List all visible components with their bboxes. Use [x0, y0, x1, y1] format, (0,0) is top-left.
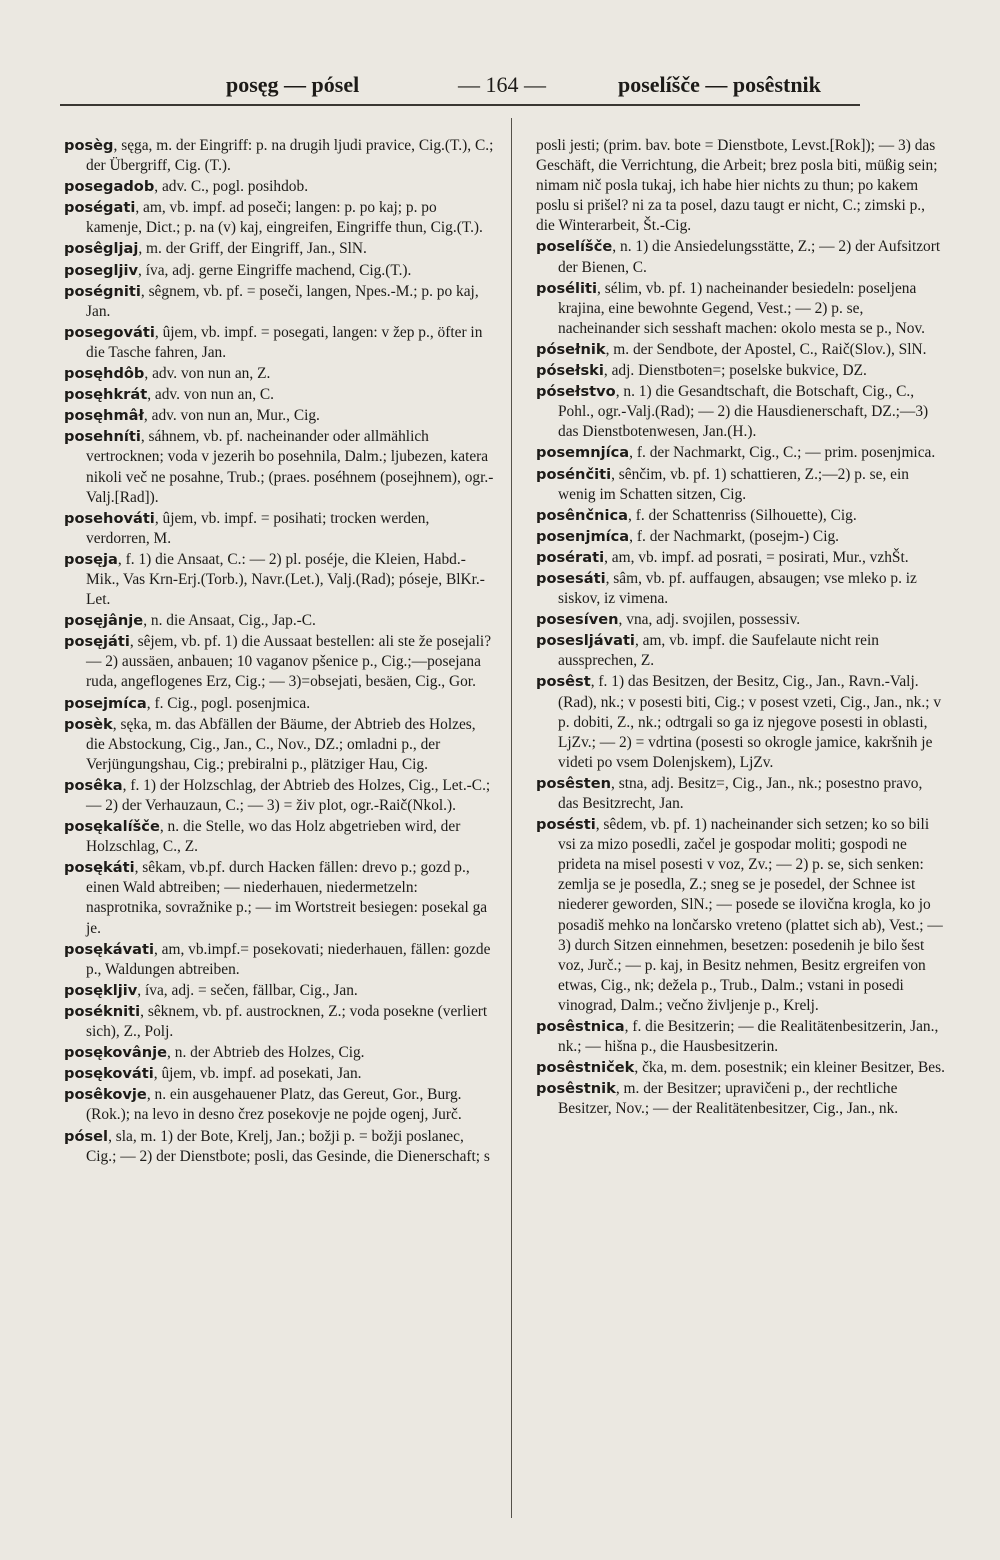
entry-headword: poségati [64, 199, 136, 217]
dictionary-entry [64, 1064, 494, 1084]
entry-headword: poseslјávati [536, 632, 635, 650]
entry-body: , am, vb. impf. die Saufelaute nicht rein aussprechen, Z. [558, 632, 879, 670]
dictionary-entry [64, 364, 494, 384]
entry-headword: posegadob [64, 178, 155, 196]
entry-body: , sênčim, vb. pf. 1) schattieren, Z.;—2) p. se, ein wenig im Schatten sitzen, Cig. [558, 465, 909, 503]
entry-headword: posêsten [536, 774, 612, 792]
dictionary-entry [64, 817, 494, 857]
entry-headword: posękávati [64, 940, 154, 958]
entry-body: , sęga, m. der Eingriff: p. na drugih ljudi pravice, Cig.(T.), C.; der Übergriff, Cig. (T.). [86, 137, 494, 175]
entry-body: , sêkam, vb.pf. durch Hacken fällen: drevo p.; gozd p., einen Wald abtreiben; — niederhauen, niedermetzeln: nasprotnika, sovražnike p.; — im Wortstreit besiegen: posekal ga je. [86, 859, 488, 937]
dictionary-entry [536, 610, 946, 630]
dictionary-entry [64, 261, 494, 281]
dictionary-entry [536, 569, 946, 609]
dictionary-entry [536, 443, 946, 463]
dictionary-entry [536, 672, 946, 772]
entry-body: , f. der Nachmarkt, Cig., C.; — prim. posenjmica. [629, 444, 936, 462]
entry-body: , m. der Sendbote, der Apostel, C., Raič(Slov.), SlN. [605, 340, 927, 358]
entry-body: , sêgnem, vb. pf. = poseči, langen, Npes.-M.; p. po kaj, Jan. [86, 282, 479, 320]
dictionary-entry [536, 774, 946, 814]
entry-headword: posękáti [64, 859, 135, 877]
dictionary-entry [536, 279, 946, 339]
entry-body: , adv. von nun an, C. [147, 386, 275, 404]
entry-body: , am, vb. impf. ad poseči; langen: p. po kaj; p. po kamenje, Dict.; p. na (v) kaj, eingreifen, Eingriffe thun, Cig.(T.). [86, 199, 483, 237]
dictionary-entry [536, 815, 946, 1016]
entry-headword: posesáti [536, 569, 606, 587]
dictionary-entry [64, 550, 494, 610]
entry-headword: poségniti [64, 282, 141, 300]
entry-headword: posêst [536, 673, 591, 691]
page-number: — 164 — [458, 72, 546, 97]
entry-body: , n. der Abtrieb des Holzes, Cig. [167, 1044, 365, 1062]
entry-headword: posêstniček [536, 1059, 635, 1077]
dictionary-entry [536, 237, 946, 277]
entry-headword: posêka [64, 776, 123, 794]
entry-headword: posęhdôb [64, 365, 145, 383]
entry-headword: posemnjíca [536, 444, 630, 462]
dictionary-entry [64, 323, 494, 363]
dictionary-entry [536, 631, 946, 671]
entry-headword: posêstnik [536, 1080, 616, 1098]
entry-body: , f. Cig., pogl. posenjmica. [146, 694, 311, 712]
entry-body: , n. die Ansaat, Cig., Jap.-C. [143, 612, 316, 630]
dictionary-entry [64, 385, 494, 405]
entry-headword: poséliti [536, 279, 598, 297]
dictionary-entry [64, 694, 494, 714]
dictionary-entry [64, 715, 494, 775]
entry-headword: posejmíca [64, 694, 147, 712]
entry-body: , adv. C., pogl. posihdob. [154, 178, 309, 196]
entry-body: , n. die Stelle, wo das Holz abgetrieben wird, der Holzschlag, C., Z. [86, 818, 461, 856]
dictionary-entry [536, 136, 946, 236]
dictionary-entry [64, 858, 494, 938]
running-head-right: poselíšče — posêstnik [618, 72, 821, 97]
entry-body: , f. der Schattenriss (Silhouette), Cig. [628, 506, 857, 524]
entry-headword: posêstnica [536, 1018, 625, 1036]
entry-headword: posęjânje [64, 612, 144, 630]
entry-headword: posękovânje [64, 1044, 168, 1062]
running-head-left: posęg — pósel [226, 72, 360, 97]
dictionary-entry [64, 198, 494, 238]
dictionary-entry [64, 1085, 494, 1125]
entry-body: , sêdem, vb. pf. 1) nacheinander sich setzen; ko so bili vsi za mizo posedli, začel je gospodar moliti; gospodi ne prideta na misel posesti v voz, Zv.; — 2) p. se, sich senken: zemlja se je posedla, Z.; sneg se je posedel, der Schnee ist niederer geworden, SlN.; — posede se ilovična krogla, ko jo posadiš mehko na lončarsko vreteno (plattet sich ab), Vest.; — 3) durch Sitzen einnehmen, besetzen: posedenih je bilo šest voz, Jurč.; — p. kaj, in Besitz nehmen, Besitz ergreifen von etwas, Cig., nk; dežela p., Trub., Dalm.; vstani in posedi vinograd, Dalm.; večno življenje p., Krelj. [558, 816, 943, 1014]
entry-body: , sla, m. 1) der Bote, Krelj, Jan.; božji p. = božji poslanec, Cig.; — 2) der Dienstbote; posli, das Gesinde, die Dienerschaft; s [86, 1127, 490, 1165]
entry-body: , n. 1) die Gesandtschaft, die Botschaft, Cig., C., Pohl., ogr.-Valj.(Rad); — 2) die Hausdienerschaft, DZ.;—3) das Dienstbotenwesen, Jan.(H.). [558, 383, 929, 441]
dictionary-entry [536, 1017, 946, 1057]
header-rule [60, 104, 860, 106]
entry-headword: posésti [536, 816, 596, 834]
entry-body: , ûjem, vb. impf. ad posekati, Jan. [153, 1065, 362, 1083]
entry-headword: posèg [64, 137, 114, 154]
dictionary-entry [64, 1002, 494, 1042]
entry-headword: posêgljaj [64, 240, 139, 258]
dictionary-entry [64, 239, 494, 259]
entry-headword: posesíven [536, 611, 619, 629]
dictionary-entry [64, 1043, 494, 1063]
entry-headword: poselíšče [536, 238, 613, 256]
entry-headword: posékniti [64, 1002, 141, 1020]
dictionary-entry [64, 136, 494, 176]
dictionary-entry [536, 361, 946, 381]
entry-body: , sáhnem, vb. pf. nacheinander oder allmählich vertrocknen; voda v jezerih bo posehnila, Dalm.; ljubezen, katera nikoli več ne posahne, Trub.; (praes. poséhnem (posejhnem), ogr.-Valj.[Rad]). [86, 428, 494, 506]
entry-headword: posęhmâł [64, 407, 144, 425]
entry-headword: pósełstvo [536, 383, 616, 401]
dictionary-entry [64, 632, 494, 692]
column-separator [511, 118, 512, 1518]
entry-body: , sęka, m. das Abfällen der Bäume, der Abtrieb des Holzes, die Abstockung, Cig., Jan., C., Nov., DZ.; omladni p., der Verjüngungshau, Cig.; prebiralni p., plätziger Hau, Cig. [86, 715, 476, 773]
entry-headword: posenjmíca [536, 527, 630, 545]
entry-headword: posénčiti [536, 465, 612, 483]
dictionary-entry [536, 382, 946, 442]
entry-body: , f. die Besitzerin; — die Realitätenbesitzerin, Jan., nk.; — hišna p., die Hausbesitzerin. [558, 1018, 939, 1056]
dictionary-entry [64, 940, 494, 980]
entry-headword: posęjáti [64, 633, 130, 651]
dictionary-entry [64, 406, 494, 426]
entry-body: posli jesti; (prim. bav. bote = Dienstbote, Levst.[Rok]); — 3) das Geschäft, die Verrichtung, die Arbeit; brez posla biti, müßig sein; nimam nič posla tukaj, ich habe hier nichts zu thun; po kakem poslu si prišel? ni za ta posel, dazu taugt er nicht, C.; zimski p., die Winterarbeit, Št.-Cig. [536, 137, 938, 235]
entry-headword: posêkovje [64, 1086, 147, 1104]
running-head [58, 66, 938, 106]
dictionary-entry [64, 776, 494, 816]
entry-body: , f. 1) die Ansaat, C.: — 2) pl. poséje, die Kleien, Habd.-Mik., Vas Krn-Erj.(Torb.), Navr.(Let.), Valj.(Rad); póseje, BlKr.-Let. [86, 550, 485, 609]
dictionary-entry [536, 1058, 946, 1078]
entry-body: , vna, adj. svojilen, possessiv. [618, 611, 801, 629]
entry-body: , sêjem, vb. pf. 1) die Aussaat bestellen: ali ste že posejali? — 2) aussäen, anbauen; 10 vaganov pšenice p., Cig.;—posejana ruda, angeflogenes Erz, Cig.; — 3)=obsejati, besäen, Cig., Gor. [86, 633, 492, 691]
entry-headword: posękováti [64, 1065, 154, 1083]
entry-body: , sélim, vb. pf. 1) nacheinander besiedeln: poseljena krajina, eine bewohnte Gegend, Vest.; — 2) p. se, nacheinander sich sesshaft machen: okolo mesta se p., Nov. [558, 279, 925, 337]
dictionary-entry [536, 527, 946, 547]
entry-body: , stna, adj. Besitz=, Cig., Jan., nk.; posestno pravo, das Besitzrecht, Jan. [558, 774, 923, 812]
dictionary-entry [64, 1127, 494, 1167]
entry-body: , n. 1) die Ansiedelungsstätte, Z.; — 2) der Aufsitzort der Bienen, C. [558, 238, 941, 276]
entry-headword: posèk [64, 715, 113, 733]
entry-body: , f. 1) der Holzschlag, der Abtrieb des Holzes, Cig., Let.-C.; — 2) der Verhauzaun, C.; — 3) = živ plot, ogr.-Raič(Nkol.). [86, 776, 491, 814]
entry-body: , čka, m. dem. posestnik; ein kleiner Besitzer, Bes. [634, 1059, 945, 1077]
entry-body: , ûjem, vb. impf. = posihati; trocken werden, verdorren, M. [86, 509, 430, 547]
entry-body: , f. der Nachmarkt, (posejm-) Cig. [629, 527, 840, 545]
entry-headword: posęja [64, 550, 118, 568]
entry-headword: poseglјiv [64, 261, 139, 279]
entry-body: , n. ein ausgehauener Platz, das Gereut, Gor., Burg.(Rok.); na levo in desno črez posekovje ne pojde ogenj, Jurč. [86, 1086, 462, 1124]
dictionary-entry [64, 427, 494, 507]
entry-body: , íva, adj. = sečen, fällbar, Cig., Jan. [137, 981, 358, 999]
entry-body: , sâm, vb. pf. auffaugen, absaugen; vse mleko p. iz siskov, iz vimena. [558, 569, 917, 608]
dictionary-entry [64, 177, 494, 197]
left-column [64, 136, 494, 1168]
entry-headword: pósełski [536, 362, 604, 380]
entry-body: , íva, adj. gerne Eingriffe machend, Cig.(T.). [138, 261, 412, 279]
entry-headword: posênčnica [536, 506, 628, 524]
entry-headword: posękljiv [64, 981, 138, 999]
entry-body: , ûjem, vb. impf. = posegati, langen: v žep p., öfter in die Tasche fahren, Jan. [86, 323, 483, 361]
entry-headword: posęhkrát [64, 386, 148, 404]
dictionary-entry [536, 1079, 946, 1119]
entry-body: , am, vb.impf.= posekovati; niederhauen, fällen: gozde p., Waldungen abtreiben. [86, 940, 491, 978]
entry-headword: posehníti [64, 428, 141, 446]
entry-body: , adj. Dienstboten=; poselske bukvice, DZ. [603, 362, 867, 380]
entry-body: , sêknem, vb. pf. austrocknen, Z.; voda posekne (verliert sich), Z., Polj. [86, 1002, 488, 1041]
dictionary-entry [64, 981, 494, 1001]
entry-body: , adv. von nun an, Mur., Cig. [143, 407, 320, 425]
entry-headword: pósełnik [536, 340, 606, 358]
entry-headword: posegováti [64, 323, 155, 341]
dictionary-entry [536, 340, 946, 360]
entry-body: , m. der Besitzer; upravičeni p., der rechtliche Besitzer, Nov.; — der Realitätenbesitzer, Cig., Jan., nk. [558, 1080, 899, 1118]
entry-headword: posérati [536, 548, 605, 566]
dictionary-entry [536, 465, 946, 505]
dictionary-entry [64, 509, 494, 549]
entry-body: , f. 1) das Besitzen, der Besitz, Cig., Jan., Ravn.-Valj.(Rad), nk.; v posesti biti, Cig.; v posest vzeti, Cig., Jan., nk.; v p. dobiti, Z., nk.; odtrgali so ga iz njegove posesti in oblasti, LjZv.; — 2) = vdrtina (posesti so okrogle jamice, kakršnih je videti po vsem Dolenjskem), LjZv. [558, 673, 942, 771]
dictionary-entry [536, 548, 946, 568]
entry-headword: posehováti [64, 509, 155, 527]
dictionary-entry [536, 506, 946, 526]
entry-headword: posękalíšče [64, 818, 160, 836]
entry-body: , am, vb. impf. ad posrati, = posirati, Mur., vzhŠt. [604, 548, 909, 566]
right-column [536, 136, 946, 1121]
entry-body: , adv. von nun an, Z. [144, 365, 271, 383]
dictionary-entry [64, 282, 494, 322]
entry-body: , m. der Griff, der Eingriff, Jan., SlN. [138, 240, 367, 258]
entry-headword: pósel [64, 1127, 109, 1145]
dictionary-entry [64, 611, 494, 631]
